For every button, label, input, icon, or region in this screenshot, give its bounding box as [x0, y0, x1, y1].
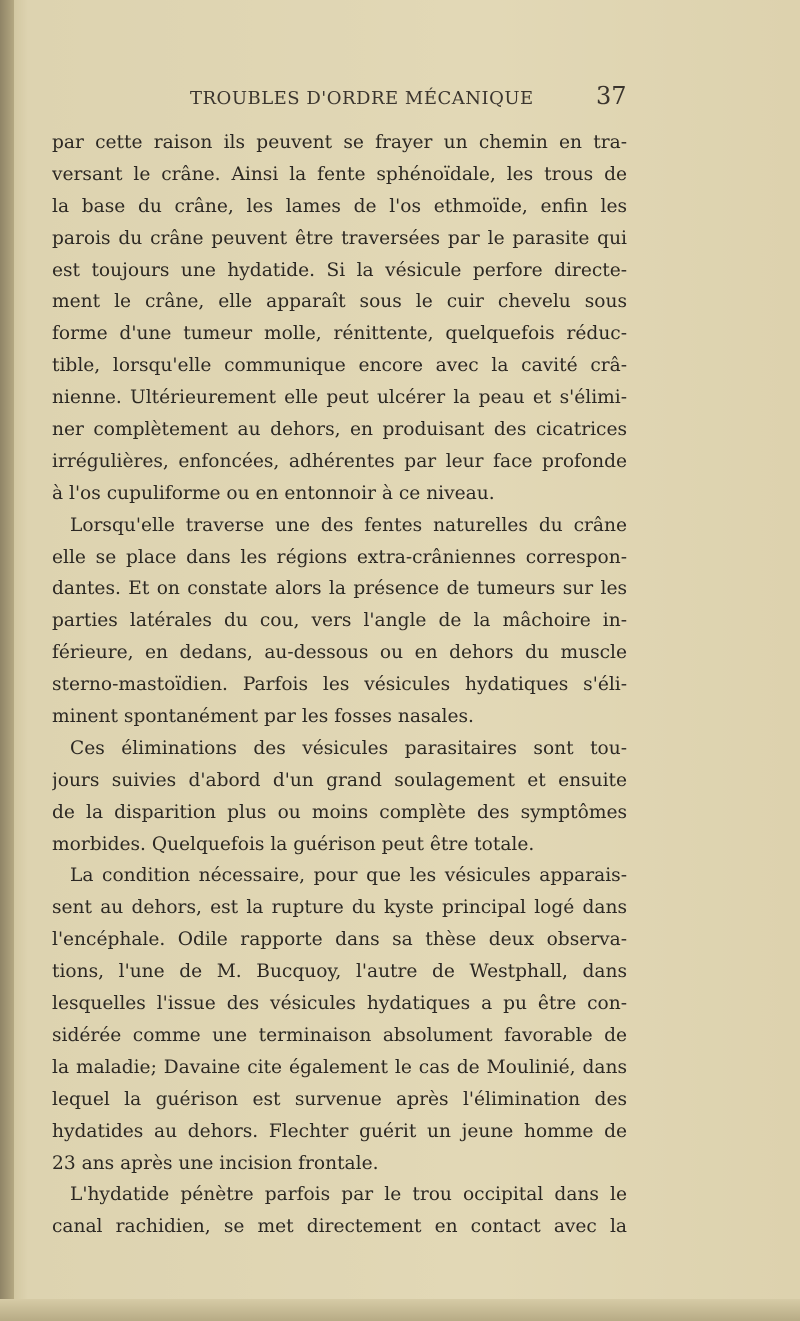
text-line: irrégulières, enfoncées, adhérentes par leur face profonde [52, 450, 627, 472]
paragraph-last-line: minent spontanément par les fosses nasales. [52, 706, 474, 728]
text-line: canal rachidien, se met directement en contact avec la [52, 1216, 627, 1238]
text-line: parois du crâne peuvent être traversées par le parasite qui [52, 227, 627, 249]
text-line: l'encéphale. Odile rapporte dans sa thèse deux observa- [52, 929, 627, 951]
text-line: lesquelles l'issue des vésicules hydatiques a pu être con- [52, 993, 627, 1015]
text-line: tions, l'une de M. Bucquoy, l'autre de Westphall, dans [52, 961, 627, 983]
text-line: nienne. Ultérieurement elle peut ulcérer la peau et s'élimi- [52, 387, 627, 409]
text-line: férieure, en dedans, au-dessous ou en dehors du muscle [52, 642, 627, 664]
paragraph-last-line: morbides. Quelquefois la guérison peut être totale. [52, 833, 535, 855]
text-line: la maladie; Davaine cite également le cas de Moulinié, dans [52, 1056, 627, 1078]
paragraph-last-line: 23 ans après une incision frontale. [52, 1152, 379, 1174]
text-line: sterno-mastoïdien. Parfois les vésicules hydatiques s'éli- [52, 674, 627, 696]
body-text [52, 127, 627, 1243]
text-line: tible, lorsqu'elle communique encore avec la cavité crâ- [52, 355, 627, 377]
text-line: par cette raison ils peuvent se frayer un chemin en tra- [52, 132, 627, 153]
page-bottom-edge [0, 1299, 800, 1321]
text-line: ner complètement au dehors, en produisant des cicatrices [52, 419, 627, 441]
paragraph-first-line: La condition nécessaire, pour que les vésicules apparais- [70, 865, 627, 887]
text-line: ment le crâne, elle apparaît sous le cuir chevelu sous [52, 291, 627, 313]
paragraph-first-line: L'hydatide pénètre parfois par le trou occipital dans le [70, 1184, 627, 1206]
text-line: sent au dehors, est la rupture du kyste principal logé dans [52, 897, 627, 919]
running-header: TROUBLES D'ORDRE MÉCANIQUE [190, 88, 534, 109]
text-line: dantes. Et on constate alors la présence de tumeurs sur les [52, 578, 627, 600]
text-line: elle se place dans les régions extra-crâniennes correspon- [52, 546, 627, 568]
text-line: la base du crâne, les lames de l'os ethmoïde, enfin les [52, 195, 627, 217]
text-line: sidérée comme une terminaison absolument favorable de [52, 1024, 627, 1046]
text-line: de la disparition plus ou moins complète des symptômes [52, 801, 627, 823]
text-line: versant le crâne. Ainsi la fente sphénoïdale, les trous de [52, 163, 627, 185]
text-line: parties latérales du cou, vers l'angle de la mâchoire in- [52, 610, 627, 632]
text-line: est toujours une hydatide. Si la vésicule perfore directe- [52, 259, 627, 281]
text-line: forme d'une tumeur molle, rénittente, quelquefois réduc- [52, 323, 627, 345]
paragraph-last-line: à l'os cupuliforme ou en entonnoir à ce niveau. [52, 482, 495, 504]
text-line: hydatides au dehors. Flechter guérit un jeune homme de [52, 1120, 627, 1142]
page-number: 37 [596, 82, 627, 110]
book-spine-shadow [0, 0, 14, 1321]
paragraph-first-line: Lorsqu'elle traverse une des fentes naturelles du crâne [70, 514, 627, 536]
paragraph-first-line: Ces éliminations des vésicules parasitaires sont tou- [70, 737, 627, 759]
text-line: lequel la guérison est survenue après l'élimination des [52, 1088, 627, 1110]
text-line: jours suivies d'abord d'un grand soulagement et ensuite [52, 769, 627, 791]
